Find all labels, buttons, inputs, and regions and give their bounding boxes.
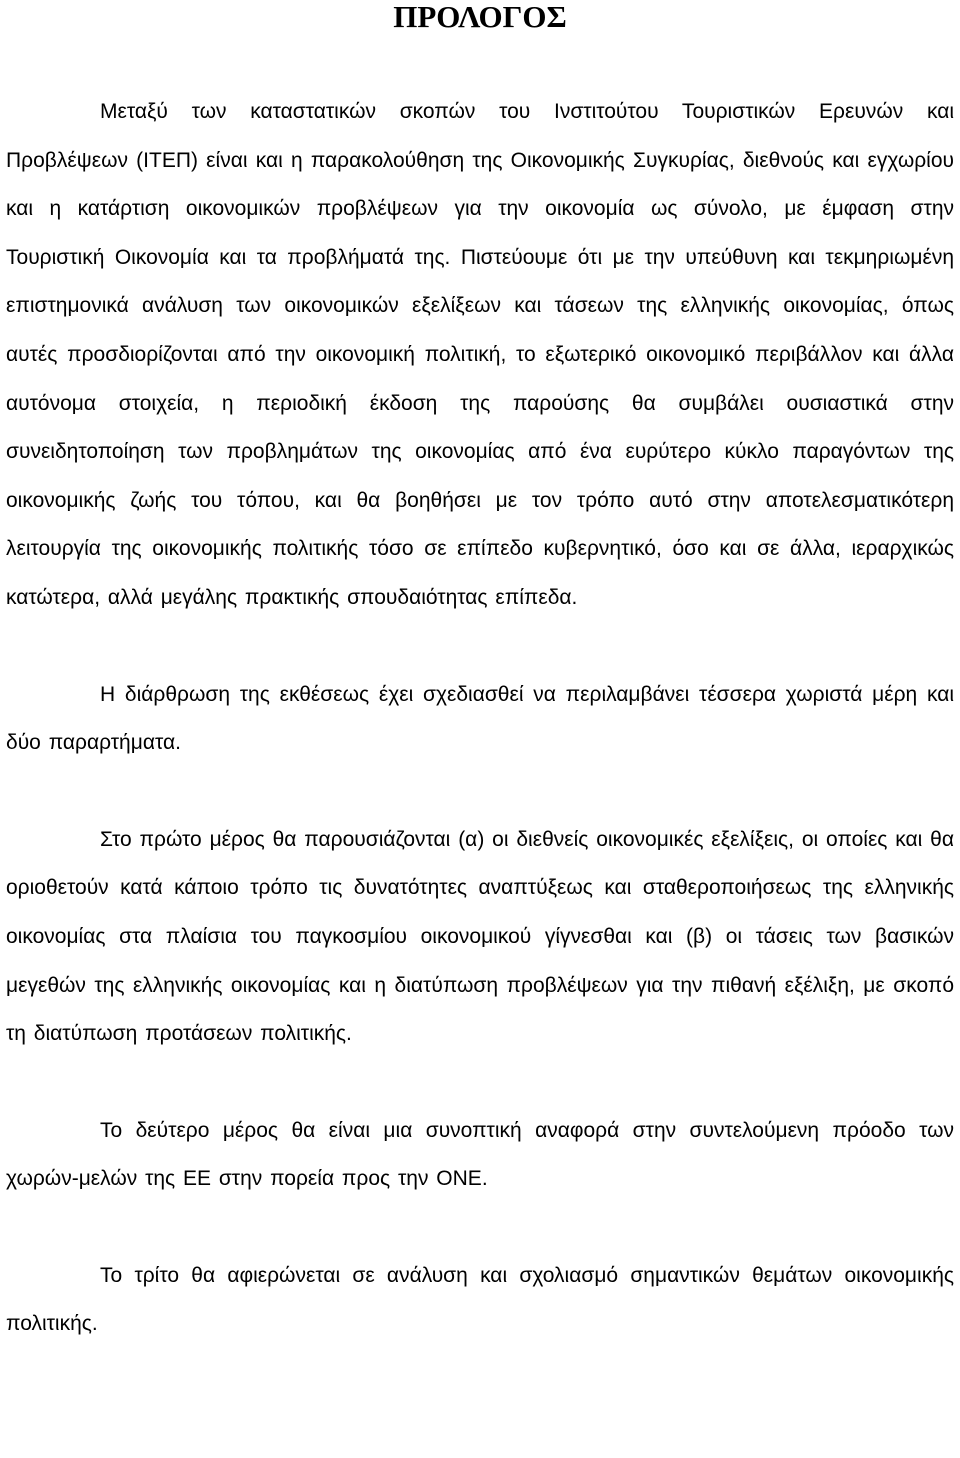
page-title: ΠΡΟΛΟΓΟΣ bbox=[393, 0, 567, 34]
paragraph-part-one: Στο πρώτο μέρος θα παρουσιάζονται (α) οι διεθνείς οικονομικές εξελίξεις, οι οποίες και θα οριοθετούν κατά κάποιο τρόπο τις δυνατότητες αναπτύξεως και σταθεροποιήσεως της ελληνικής οικονομίας στα πλαίσια του παγκοσμίου οικονομικού γίγνεσθαι και (β) οι τάσεις των βασικών μεγεθών της ελληνικής οικονομίας και η διατύπωση προβλέψεων για την πιθανή εξέλιξη, με σκοπό τη διατύπωση προτάσεων πολιτικής. bbox=[6, 827, 954, 1046]
paragraph-intro: Μεταξύ των καταστατικών σκοπών του Ινστιτούτου Τουριστικών Ερευνών και Προβλέψεων (ΙΤΕΠ) είναι και η παρακολούθηση της Οικονομικής Συγκυρίας, διεθνούς και εγχωρίου και η κατάρτιση οικονομικών προβλέψεων για την οικονομία ως σύνολο, με έμφαση στην Τουριστική Οικονομία και τα προβλήματά της. Πιστεύουμε ότι με την υπεύθυνη και τεκμηριωμένη επιστημονικά ανάλυση των οικονομικών εξελίξεων και τάσεων της ελληνικής οικονομίας, όπως αυτές προσδιορίζονται από την οικονομική πολιτική, το εξωτερικό οικονομικό περιβάλλον και άλλα αυτόνομα στοιχεία, η περιοδική έκδοση της παρούσης θα συμβάλει ουσιαστικά στην συνειδητοποίηση των προβλημάτων της οικονομίας από ένα ευρύτερο κύκλο παραγόντων της οικονομικής ζωής του τόπου, και θα βοηθήσει με τον τρόπο αυτό στην αποτελεσματικότερη λειτουργία της οικονομικής πολιτικής τόσο σε επίπεδο κυβερνητικό, όσο και σε άλλα, ιεραρχικώς κατώτερα, αλλά μεγάλης πρακτικής σπουδαιότητας επίπεδα. bbox=[6, 100, 954, 609]
paragraph-part-three: Το τρίτο θα αφιερώνεται σε ανάλυση και σχολιασμό σημαντικών θεμάτων οικονομικής πολιτικής. bbox=[6, 1263, 954, 1336]
paragraph-part-two: Το δεύτερο μέρος θα είναι μια συνοπτική αναφορά στην συντελούμενη πρόοδο των χωρών-μελών της ΕΕ στην πορεία προς την ΟΝΕ. bbox=[6, 1118, 954, 1191]
paragraph-structure: Η διάρθρωση της εκθέσεως έχει σχεδιασθεί να περιλαμβάνει τέσσερα χωριστά μέρη και δύο παραρτήματα. bbox=[6, 682, 954, 755]
